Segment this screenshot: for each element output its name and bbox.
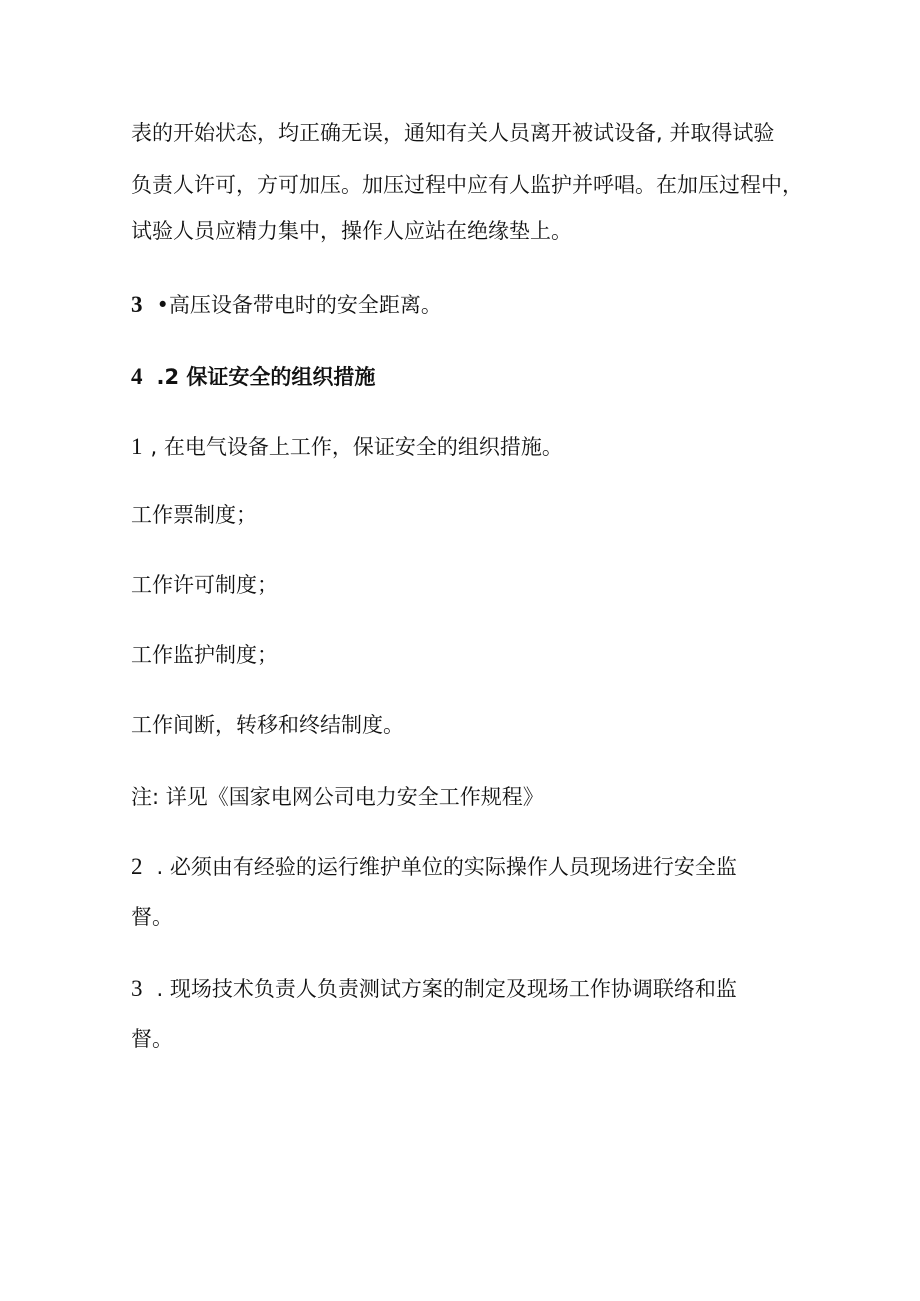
measure-work-ticket: 工作票制度； bbox=[131, 503, 257, 527]
item-number: 3 bbox=[131, 292, 143, 317]
item-3-high-voltage bbox=[131, 290, 442, 320]
item-text: . 必须由有经验的运行维护单位的实际操作人员现场进行安全监 bbox=[156, 855, 737, 879]
section-heading-4-2 bbox=[131, 362, 375, 392]
item-text: . 现场技术负责人负责测试方案的制定及现场工作协调联络和监 bbox=[156, 977, 737, 1001]
item-number: 3 bbox=[131, 976, 143, 1001]
item-number: 1 bbox=[131, 434, 143, 459]
item-text: •高压设备带电时的安全距离。 bbox=[156, 293, 442, 317]
paragraph-line-2: 负责人许可，方可加压。加压过程中应有人监护并呼唱。在加压过程中， bbox=[131, 173, 803, 197]
item-3b-line-1 bbox=[131, 974, 737, 1004]
item-2-line-1 bbox=[131, 852, 737, 882]
item-number: 2 bbox=[131, 854, 143, 879]
measure-work-interruption: 工作间断，转移和终结制度。 bbox=[131, 713, 404, 737]
item-text: , 在电气设备上工作，保证安全的组织措施。 bbox=[150, 435, 563, 459]
note-regulations: 注: 详见《国家电网公司电力安全工作规程》 bbox=[131, 785, 544, 809]
measure-work-permit: 工作许可制度； bbox=[131, 573, 278, 597]
item-1-electrical-work bbox=[131, 432, 563, 462]
measure-work-supervision: 工作监护制度； bbox=[131, 643, 278, 667]
section-title: .2 保证安全的组织措施 bbox=[156, 365, 376, 389]
section-number: 4 bbox=[131, 364, 143, 389]
item-2-line-2: 督。 bbox=[131, 905, 173, 929]
item-3b-line-2: 督。 bbox=[131, 1027, 173, 1051]
paragraph-line-3: 试验人员应精力集中，操作人应站在绝缘垫上。 bbox=[131, 219, 572, 243]
paragraph-line-1: 表的开始状态，均正确无误，通知有关人员离开被试设备, 并取得试验 bbox=[131, 121, 775, 145]
